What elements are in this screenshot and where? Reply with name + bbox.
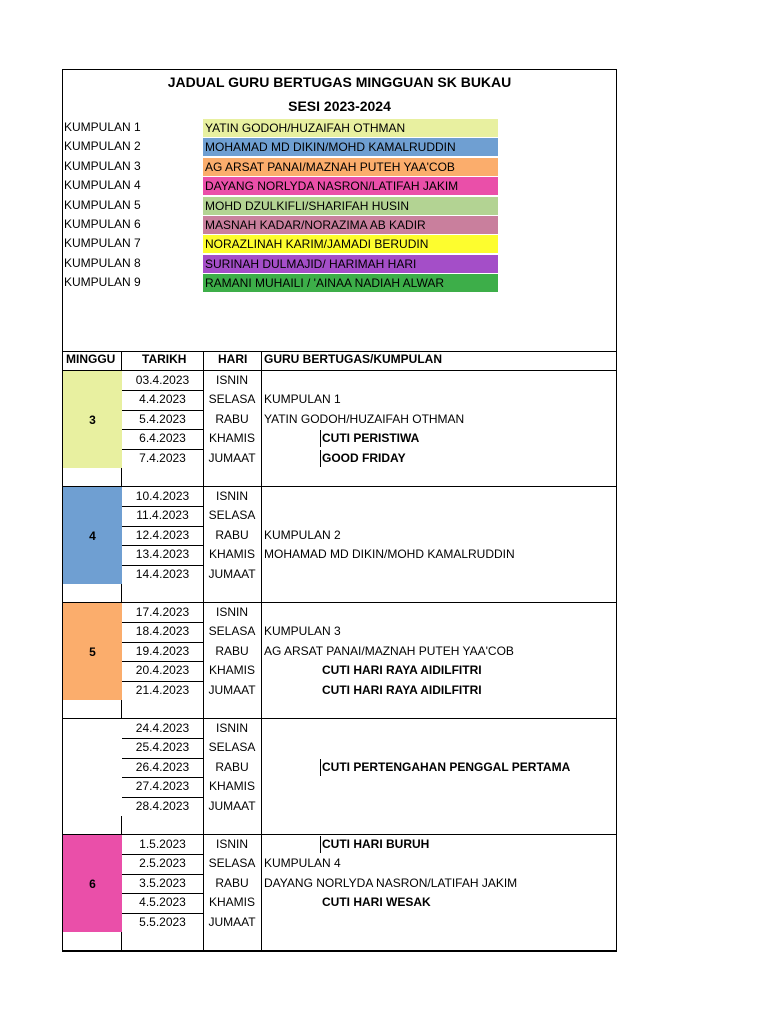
duty-teacher-cell: YATIN GODOH/HUZAIFAH OTHMAN [264, 411, 465, 426]
group-label: KUMPULAN 1 [64, 120, 141, 134]
day-cell: ISNIN [215, 721, 248, 735]
date-cell: 1.5.2023 [139, 837, 186, 851]
day-cell: ISNIN [215, 489, 248, 503]
day-cell: KHAMIS [208, 431, 255, 446]
duty-teacher-cell: KUMPULAN 4 [264, 856, 341, 871]
week-number-cell [63, 719, 122, 816]
date-cell: 17.4.2023 [135, 605, 190, 619]
holiday-note: CUTI PERTENGAHAN PENGGAL PERTAMA [322, 758, 570, 777]
date-cell: 5.4.2023 [139, 411, 186, 426]
date-cell: 27.4.2023 [135, 779, 190, 794]
week-number-cell: 4 [63, 487, 122, 584]
group-members: AG ARSAT PANAI/MAZNAH PUTEH YAA'COB [203, 158, 498, 176]
day-cell: JUMAAT [208, 682, 256, 697]
date-cell: 4.5.2023 [139, 895, 186, 910]
date-cell: 13.4.2023 [135, 547, 190, 562]
date-cell: 03.4.2023 [135, 373, 190, 387]
holiday-note: GOOD FRIDAY [322, 449, 406, 468]
date-cell: 21.4.2023 [135, 682, 190, 697]
roster-title: JADUAL GURU BERTUGAS MINGGUAN SK BUKAU [167, 74, 512, 90]
date-cell: 24.4.2023 [135, 721, 190, 735]
header-hari: HARI [218, 352, 248, 366]
duty-teacher-cell: MOHAMAD MD DIKIN/MOHD KAMALRUDDIN [264, 547, 515, 562]
group-label: KUMPULAN 2 [64, 139, 141, 154]
holiday-note: CUTI HARI RAYA AIDILFITRI [322, 663, 482, 678]
day-cell: JUMAAT [208, 914, 256, 929]
group-label: KUMPULAN 8 [64, 255, 141, 270]
duty-teacher-cell: KUMPULAN 3 [264, 624, 341, 639]
group-label: KUMPULAN 9 [64, 275, 141, 290]
date-cell: 10.4.2023 [135, 489, 190, 503]
holiday-note: CUTI HARI WESAK [322, 895, 431, 910]
date-cell: 25.4.2023 [135, 740, 190, 755]
day-cell: RABU [215, 759, 249, 774]
date-cell: 5.5.2023 [139, 914, 186, 929]
date-cell: 2.5.2023 [139, 856, 186, 871]
date-cell: 11.4.2023 [136, 508, 189, 523]
holiday-note: CUTI HARI BURUH [322, 835, 429, 854]
day-cell: ISNIN [215, 373, 248, 387]
day-cell: SELASA [208, 508, 256, 523]
week-number-cell: 5 [63, 603, 122, 700]
week-number-cell: 6 [63, 835, 122, 932]
holiday-note: CUTI PERISTIWA [322, 429, 419, 448]
duty-teacher-cell: KUMPULAN 1 [264, 392, 341, 407]
date-cell: 4.4.2023 [139, 392, 186, 407]
day-cell: RABU [215, 643, 249, 658]
date-cell: 6.4.2023 [139, 431, 186, 446]
day-cell: KHAMIS [208, 547, 255, 562]
group-members: MASNAH KADAR/NORAZIMA AB KADIR [203, 216, 498, 234]
date-cell: 3.5.2023 [139, 875, 186, 890]
date-cell: 12.4.2023 [135, 527, 190, 542]
group-members: DAYANG NORLYDA NASRON/LATIFAH JAKIM [203, 177, 498, 195]
duty-teacher-cell: AG ARSAT PANAI/MAZNAH PUTEH YAA'COB [264, 643, 514, 658]
header-minggu: MINGGU [66, 352, 116, 366]
group-label: KUMPULAN 3 [64, 158, 141, 173]
group-label: KUMPULAN 7 [64, 236, 141, 251]
date-cell: 26.4.2023 [135, 759, 190, 774]
week-block-border [62, 950, 617, 951]
day-cell: KHAMIS [208, 663, 255, 678]
duty-teacher-cell: KUMPULAN 2 [264, 527, 341, 542]
day-cell: RABU [215, 411, 249, 426]
date-cell: 19.4.2023 [135, 643, 190, 658]
day-cell: SELASA [208, 624, 256, 639]
day-cell: JUMAAT [208, 566, 256, 581]
date-cell: 14.4.2023 [135, 566, 190, 581]
group-members: SURINAH DULMAJID/ HARIMAH HARI [203, 255, 498, 273]
session-title: SESI 2023-2024 [288, 98, 391, 114]
duty-teacher-cell: DAYANG NORLYDA NASRON/LATIFAH JAKIM [264, 875, 518, 890]
group-members: MOHD DZULKIFLI/SHARIFAH HUSIN [203, 197, 498, 215]
date-cell: 20.4.2023 [135, 663, 190, 678]
day-cell: JUMAAT [208, 450, 256, 465]
group-members: RAMANI MUHAILI / 'AINAA NADIAH ALWAR [203, 274, 498, 292]
group-members: YATIN GODOH/HUZAIFAH OTHMAN [203, 119, 498, 137]
day-cell: RABU [215, 875, 249, 890]
date-cell: 18.4.2023 [135, 624, 190, 639]
col-divider-hari [261, 351, 262, 952]
day-cell: SELASA [208, 856, 256, 871]
day-cell: ISNIN [215, 605, 248, 619]
header-guru: GURU BERTUGAS/KUMPULAN [264, 352, 442, 366]
week-number-cell: 3 [63, 371, 122, 468]
date-cell: 7.4.2023 [139, 450, 186, 465]
header-tarikh: TARIKH [142, 352, 187, 366]
group-label: KUMPULAN 6 [64, 217, 141, 231]
day-cell: RABU [215, 527, 249, 542]
day-cell: JUMAAT [208, 798, 256, 813]
day-cell: KHAMIS [208, 779, 255, 794]
group-label: KUMPULAN 4 [64, 178, 141, 193]
group-label: KUMPULAN 5 [64, 197, 141, 212]
holiday-note: CUTI HARI RAYA AIDILFITRI [322, 682, 482, 697]
group-members: NORAZLINAH KARIM/JAMADI BERUDIN [203, 235, 498, 253]
day-cell: SELASA [208, 740, 256, 755]
group-members: MOHAMAD MD DIKIN/MOHD KAMALRUDDIN [203, 138, 498, 156]
date-cell: 28.4.2023 [135, 798, 190, 813]
day-cell: SELASA [208, 392, 256, 407]
day-cell: KHAMIS [208, 895, 255, 910]
day-cell: ISNIN [215, 837, 248, 851]
